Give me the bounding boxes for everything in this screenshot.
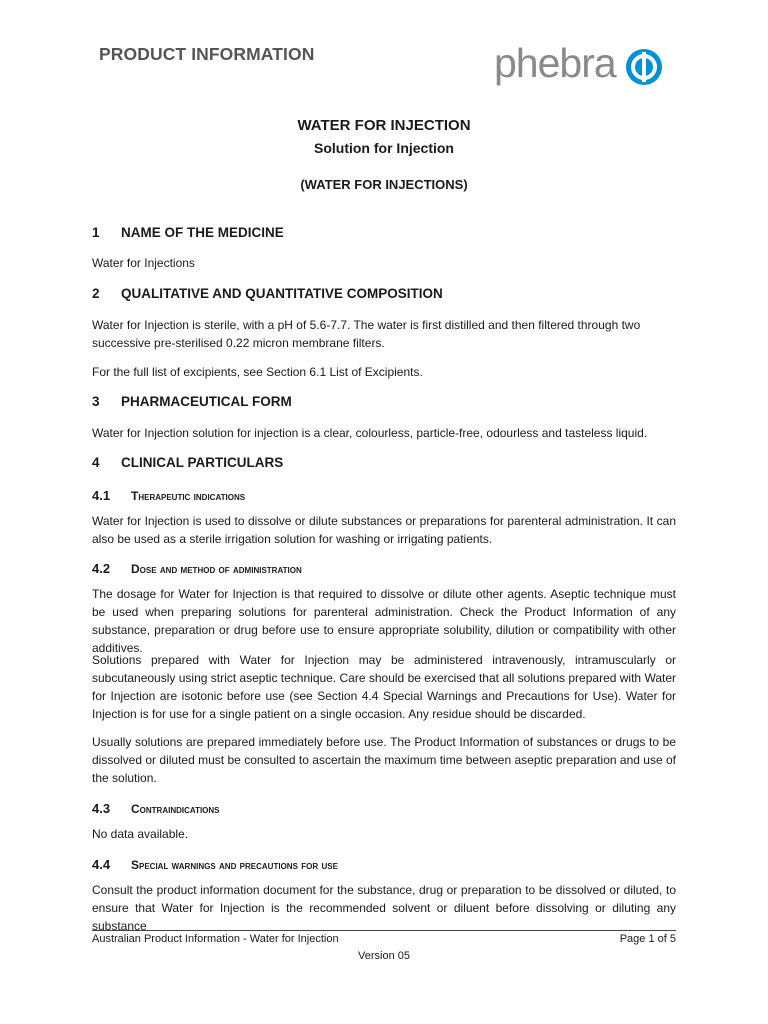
section-2-heading [92,286,443,301]
document-title: WATER FOR INJECTION [297,117,471,134]
section-number: 4 [92,455,100,470]
section-title: QUALITATIVE AND QUANTITATIVE COMPOSITION [121,286,443,301]
section-4-2-paragraph-1: The dosage for Water for Injection is that required to dissolve or dilute other agents. Aseptic technique must be used when preparing solutions for parenteral administration. Check the Product Information of any substance, preparation or drug before use to ensure appropriate solubility, dilution or compatibility with other additives. [92,587,676,655]
section-number: 3 [92,394,100,409]
section-3-heading [92,394,292,409]
section-number: 4.3 [92,801,111,816]
section-4-heading [92,455,283,470]
section-4-3-heading [92,801,220,816]
section-title: Dose and method of administration [131,562,302,576]
section-4-4-text: Consult the product information document for the substance, drug or preparation to be dissolved or diluted, to ensure that Water for Injection is the recommended solvent or diluent before dissolving or diluting any substance [92,883,676,933]
document-subtitle: Solution for Injection [314,140,454,156]
section-3-text: Water for Injection solution for injection is a clear, colourless, particle-free, odourless and tasteless liquid. [92,426,648,440]
section-number: 4.2 [92,561,111,576]
section-title: Special warnings and precautions for use [131,858,338,872]
active-ingredient-name: (WATER FOR INJECTIONS) [300,177,468,192]
phebra-logo-icon [625,48,663,86]
section-4-1-heading [92,488,245,503]
section-2-paragraph-2: For the full list of excipients, see Section 6.1 List of Excipients. [92,365,423,379]
footer-version: Version 05 [358,950,410,962]
section-4-2-paragraph-3: Usually solutions are prepared immediately before use. The Product Information of substances or drugs to be dissolved or diluted must be consulted to ascertain the maximum time between aseptic preparation and use of the solution. [92,735,676,785]
footer-document-name: Australian Product Information - Water for Injection [92,933,339,945]
section-4-4-heading [92,857,338,872]
section-4-2-paragraph-2: Solutions prepared with Water for Injection may be administered intravenously, intramuscularly or subcutaneously using strict aseptic technique. Care should be exercised that all solutions prepared with Water for Injection are isotonic before use (see Section 4.4 Special Warnings and Precautions for Use). Water for Injection is for use for a single patient on a single occasion. Any residue should be discarded. [92,653,676,721]
section-number: 4.1 [92,488,111,503]
footer-divider [92,930,676,931]
section-1-heading [92,225,284,240]
document-header-title: PRODUCT INFORMATION [99,44,315,64]
logo-wordmark: phebra [494,40,616,86]
section-2-paragraph-1: Water for Injection is sterile, with a pH of 5.6-7.7. The water is first distilled and then filtered through two successive pre-sterilised 0.22 micron membrane filters. [92,318,641,350]
footer-page-number: Page 1 of 5 [619,933,676,945]
section-title: CLINICAL PARTICULARS [121,455,284,470]
section-title: NAME OF THE MEDICINE [121,225,284,240]
phebra-logo [494,40,670,88]
section-title: PHARMACEUTICAL FORM [121,394,292,409]
section-4-3-text: No data available. [92,827,189,841]
section-4-2-heading [92,561,302,576]
section-title: Therapeutic indications [131,489,246,503]
section-number: 1 [92,225,100,240]
section-1-text: Water for Injections [92,256,195,270]
section-4-1-text: Water for Injection is used to dissolve or dilute substances or preparations for parenteral administration. It can also be used as a sterile irrigation solution for washing or irrigating patients. [92,514,676,546]
section-number: 2 [92,286,100,301]
section-number: 4.4 [92,857,111,872]
section-title: Contraindications [131,802,220,816]
